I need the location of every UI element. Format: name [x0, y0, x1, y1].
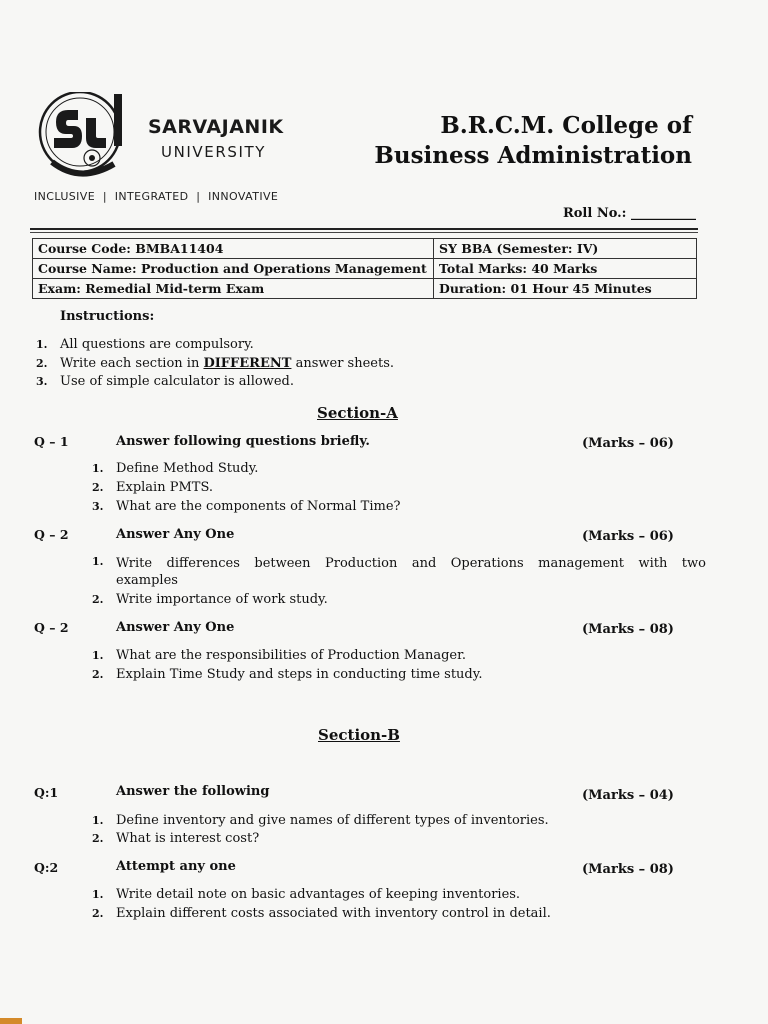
- course-code: Course Code: BMBA11404: [33, 239, 434, 259]
- item-number: 2.: [92, 668, 104, 681]
- item-text-post: answer sheets.: [291, 356, 395, 371]
- item-text: Use of simple calculator is allowed.: [60, 374, 294, 389]
- total-marks: Total Marks: 40 Marks: [434, 259, 697, 279]
- question-heading: Attempt any one: [116, 859, 236, 874]
- item-text: Write importance of work study.: [116, 592, 328, 607]
- item-text-emphasis: DIFFERENT: [203, 356, 292, 371]
- university-name: SARVAJANIK: [148, 116, 284, 138]
- item-text: Explain PMTS.: [116, 480, 214, 495]
- question-item: [92, 667, 483, 682]
- roll-number-field: Roll No.: __________: [562, 206, 696, 221]
- university-subtitle: UNIVERSITY: [161, 143, 267, 161]
- item-number: 2.: [92, 832, 104, 845]
- course-name: Course Name: Production and Operations Management: [33, 259, 434, 279]
- item-text: Write detail note on basic advantages of keeping inventories.: [116, 887, 521, 902]
- item-number: 1.: [92, 555, 104, 568]
- page-corner-mark: [0, 1018, 22, 1024]
- question-heading: Answer the following: [116, 784, 270, 799]
- college-name-line2: Business Administration: [374, 142, 692, 169]
- item-number: 2.: [92, 481, 104, 494]
- table-row: [33, 259, 697, 279]
- exam-name: Exam: Remedial Mid-term Exam: [33, 279, 434, 299]
- question-item: [92, 499, 400, 514]
- item-text: What are the components of Normal Time?: [116, 499, 401, 514]
- instruction-item: [36, 374, 294, 389]
- item-text: Define inventory and give names of different types of inventories.: [116, 813, 549, 828]
- question-item: [92, 555, 706, 589]
- item-number: 2.: [92, 907, 104, 920]
- question-number: Q:2: [34, 860, 59, 875]
- item-number: 3.: [92, 500, 104, 513]
- instructions-title: Instructions:: [60, 309, 155, 324]
- question-number: Q – 2: [34, 527, 69, 542]
- course-info-table: [32, 238, 697, 299]
- question-marks: (Marks – 08): [582, 622, 674, 637]
- question-heading: Answer Any One: [116, 527, 235, 542]
- header-divider-thin: [30, 232, 698, 233]
- item-number: 2.: [36, 357, 48, 370]
- university-logo: [34, 92, 138, 188]
- item-number: 1.: [92, 888, 104, 901]
- question-item: [92, 461, 258, 476]
- item-text: What are the responsibilities of Production Manager.: [116, 648, 467, 663]
- question-item: [92, 480, 213, 495]
- item-text-pre: Write each section in: [60, 356, 204, 371]
- question-item: [92, 592, 328, 607]
- item-number: 1.: [92, 462, 104, 475]
- table-row: [33, 239, 697, 259]
- question-heading: Answer following questions briefly.: [116, 434, 370, 449]
- question-marks: (Marks – 04): [582, 788, 674, 803]
- question-marks: (Marks – 08): [582, 862, 674, 877]
- item-text: What is interest cost?: [116, 831, 260, 846]
- item-number: 2.: [92, 593, 104, 606]
- item-text: All questions are compulsory.: [60, 337, 254, 352]
- item-number: 3.: [36, 375, 48, 388]
- question-item: [92, 906, 551, 921]
- question-heading: Answer Any One: [116, 620, 235, 635]
- question-marks: (Marks – 06): [582, 436, 674, 451]
- item-text: Write differences between Production and Operations management with two examples: [116, 556, 706, 588]
- table-row: [33, 279, 697, 299]
- section-b-title: Section-B: [318, 726, 400, 744]
- instruction-item: [36, 356, 394, 371]
- duration: Duration: 01 Hour 45 Minutes: [434, 279, 697, 299]
- college-name-line1: B.R.C.M. College of: [440, 112, 692, 139]
- question-number: Q – 2: [34, 620, 69, 635]
- question-item: [92, 887, 520, 902]
- question-number: Q – 1: [34, 434, 69, 449]
- item-number: 1.: [36, 338, 48, 351]
- item-text: Explain different costs associated with inventory control in detail.: [116, 906, 551, 921]
- question-item: [92, 813, 549, 828]
- university-tagline: INCLUSIVE | INTEGRATED | INNOVATIVE: [34, 190, 279, 203]
- item-text: Explain Time Study and steps in conducting time study.: [116, 667, 483, 682]
- header-divider: [30, 228, 698, 230]
- question-marks: (Marks – 06): [582, 529, 674, 544]
- question-item: [92, 831, 259, 846]
- section-a-title: Section-A: [317, 404, 398, 422]
- question-item: [92, 648, 466, 663]
- instruction-item: [36, 337, 254, 352]
- item-number: 1.: [92, 649, 104, 662]
- item-text: Define Method Study.: [116, 461, 259, 476]
- semester: SY BBA (Semester: IV): [434, 239, 697, 259]
- item-number: 1.: [92, 814, 104, 827]
- question-number: Q:1: [34, 785, 59, 800]
